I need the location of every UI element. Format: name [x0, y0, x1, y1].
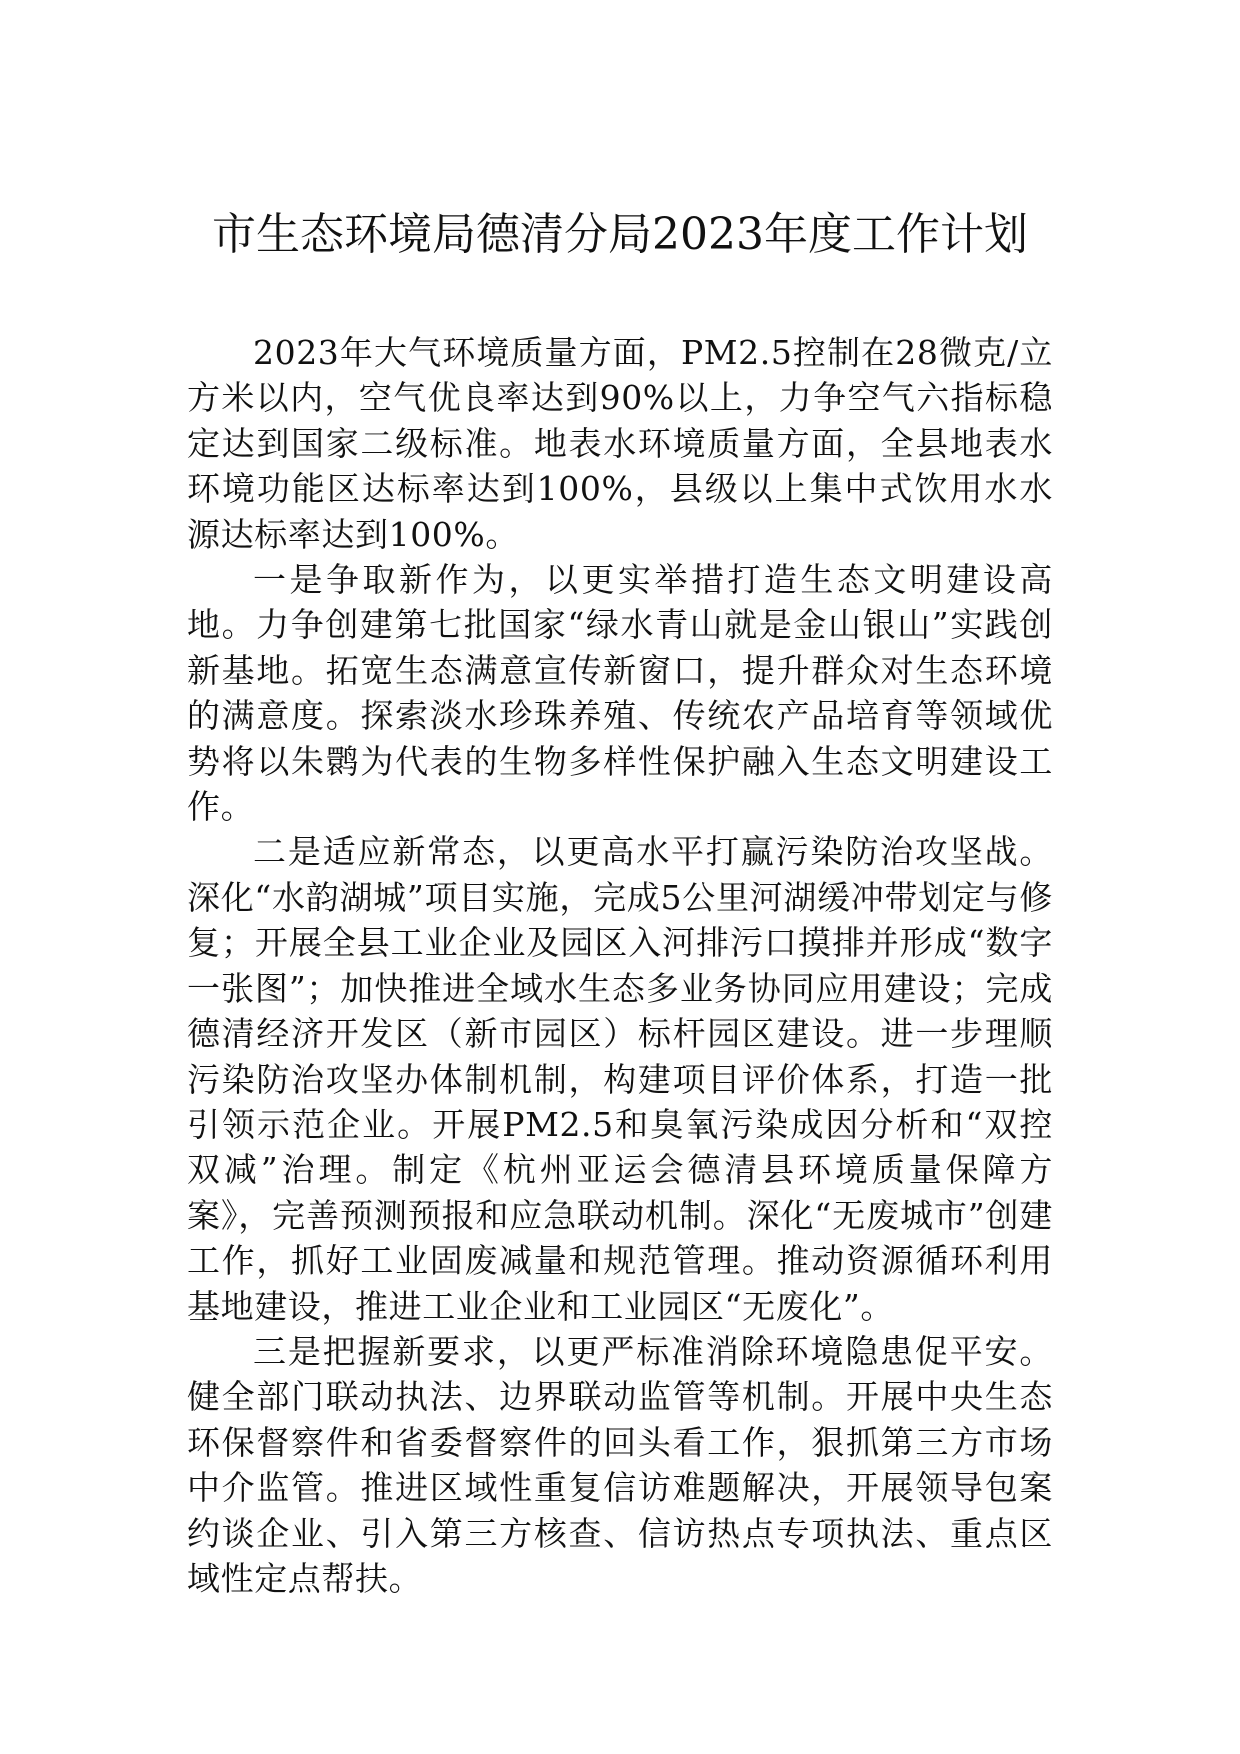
paragraph-ecological-civilization: 一是争取新作为，以更实举措打造生态文明建设高地。力争创建第七批国家“绿水青山就是金山银山”实践创新基地。拓宽生态满意宣传新窗口，提升群众对生态环境的满意度。探索淡水珍珠养殖、传统农产品培育等领域优势将以朱鹮为代表的生物多样性保护融入生态文明建设工作。	[187, 560, 1053, 827]
document-body	[187, 330, 1053, 1601]
paragraph-air-water-targets: 2023年大气环境质量方面，PM2.5控制在28微克/立方米以内，空气优良率达到90%以上，力争空气六指标稳定达到国家二级标准。地表水环境质量方面，全县地表水环境功能区达标率达到100%，县级以上集中式饮用水水源达标率达到100%。	[187, 333, 1053, 554]
paragraph-environmental-safety: 三是把握新要求，以更严标准消除环境隐患促平安。健全部门联动执法、边界联动监管等机制。开展中央生态环保督察件和省委督察件的回头看工作，狠抓第三方市场中介监管。推进区域性重复信访难题解决，开展领导包案约谈企业、引入第三方核查、信访热点专项执法、重点区域性定点帮扶。	[187, 1331, 1053, 1598]
paragraph-pollution-control: 二是适应新常态，以更高水平打赢污染防治攻坚战。深化“水韵湖城”项目实施，完成5公里河湖缓冲带划定与修复；开展全县工业企业及园区入河排污口摸排并形成“数字一张图”；加快推进全域水生态多业务协同应用建设；完成德清经济开发区（新市园区）标杆园区建设。进一步理顺污染防治攻坚办体制机制，构建项目评价体系，打造一批引领示范企业。开展PM2.5和臭氧污染成因分析和“双控双减”治理。制定《杭州亚运会德清县环境质量保障方案》，完善预测预报和应急联动机制。深化“无废城市”创建工作，抓好工业固废减量和规范管理。推动资源循环利用基地建设，推进工业企业和工业园区“无废化”。	[187, 832, 1053, 1326]
document-title: 市生态环境局德清分局2023年度工作计划	[212, 209, 1028, 260]
